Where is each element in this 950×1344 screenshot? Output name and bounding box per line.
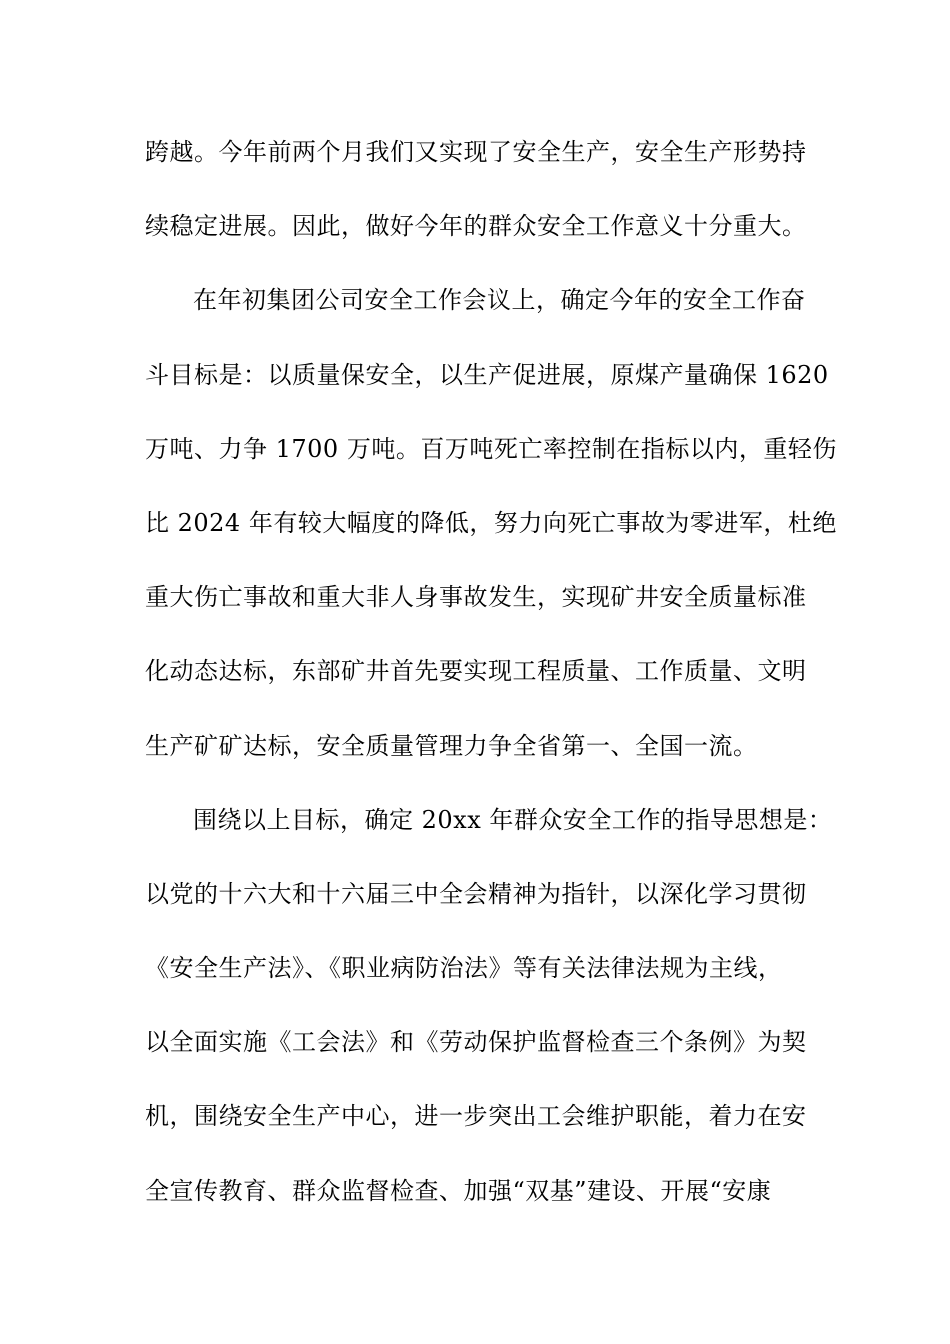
paragraph-line: 《安全生产法》、《职业病防治法》等有关法律法规为主线， xyxy=(145,954,783,983)
paragraph-line: 以党的十六大和十六届三中全会精神为指针，以深化学习贯彻 xyxy=(145,879,807,908)
paragraph-line: 重大伤亡事故和重大非人身事故发生，实现矿井安全质量标准 xyxy=(145,583,807,612)
paragraph-line: 以全面实施《工会法》和《劳动保护监督检查三个条例》为契 xyxy=(145,1028,807,1057)
paragraph-line: 跨越。今年前两个月我们又实现了安全生产，安全生产形势持 xyxy=(145,138,807,166)
paragraph-line: 围绕以上目标，确定 20xx 年群众安全工作的指导思想是： xyxy=(193,805,833,834)
paragraph-line: 全宣传教育、群众监督检查、加强“双基”建设、开展“安康 xyxy=(145,1176,772,1205)
paragraph-line: 万吨、力争 1700 万吨。百万吨死亡率控制在指标以内，重轻伤 xyxy=(145,434,837,463)
paragraph-line: 化动态达标，东部矿井首先要实现工程质量、工作质量、文明 xyxy=(145,657,807,686)
paragraph-line: 生产矿矿达标，安全质量管理力争全省第一、全国一流。 xyxy=(145,731,758,760)
document-body xyxy=(145,128,837,1241)
paragraph-line: 比 2024 年有较大幅度的降低，努力向死亡事故为零进军，杜绝 xyxy=(145,508,837,537)
paragraph-line: 机，围绕安全生产中心，进一步突出工会维护职能，着力在安 xyxy=(145,1102,807,1131)
paragraph-line: 续稳定进展。因此，做好今年的群众安全工作意义十分重大。 xyxy=(145,212,807,241)
paragraph-line: 斗目标是：以质量保安全，以生产促进展，原煤产量确保 1620 xyxy=(145,360,829,389)
paragraph-line: 在年初集团公司安全工作会议上，确定今年的安全工作奋 xyxy=(193,286,806,315)
